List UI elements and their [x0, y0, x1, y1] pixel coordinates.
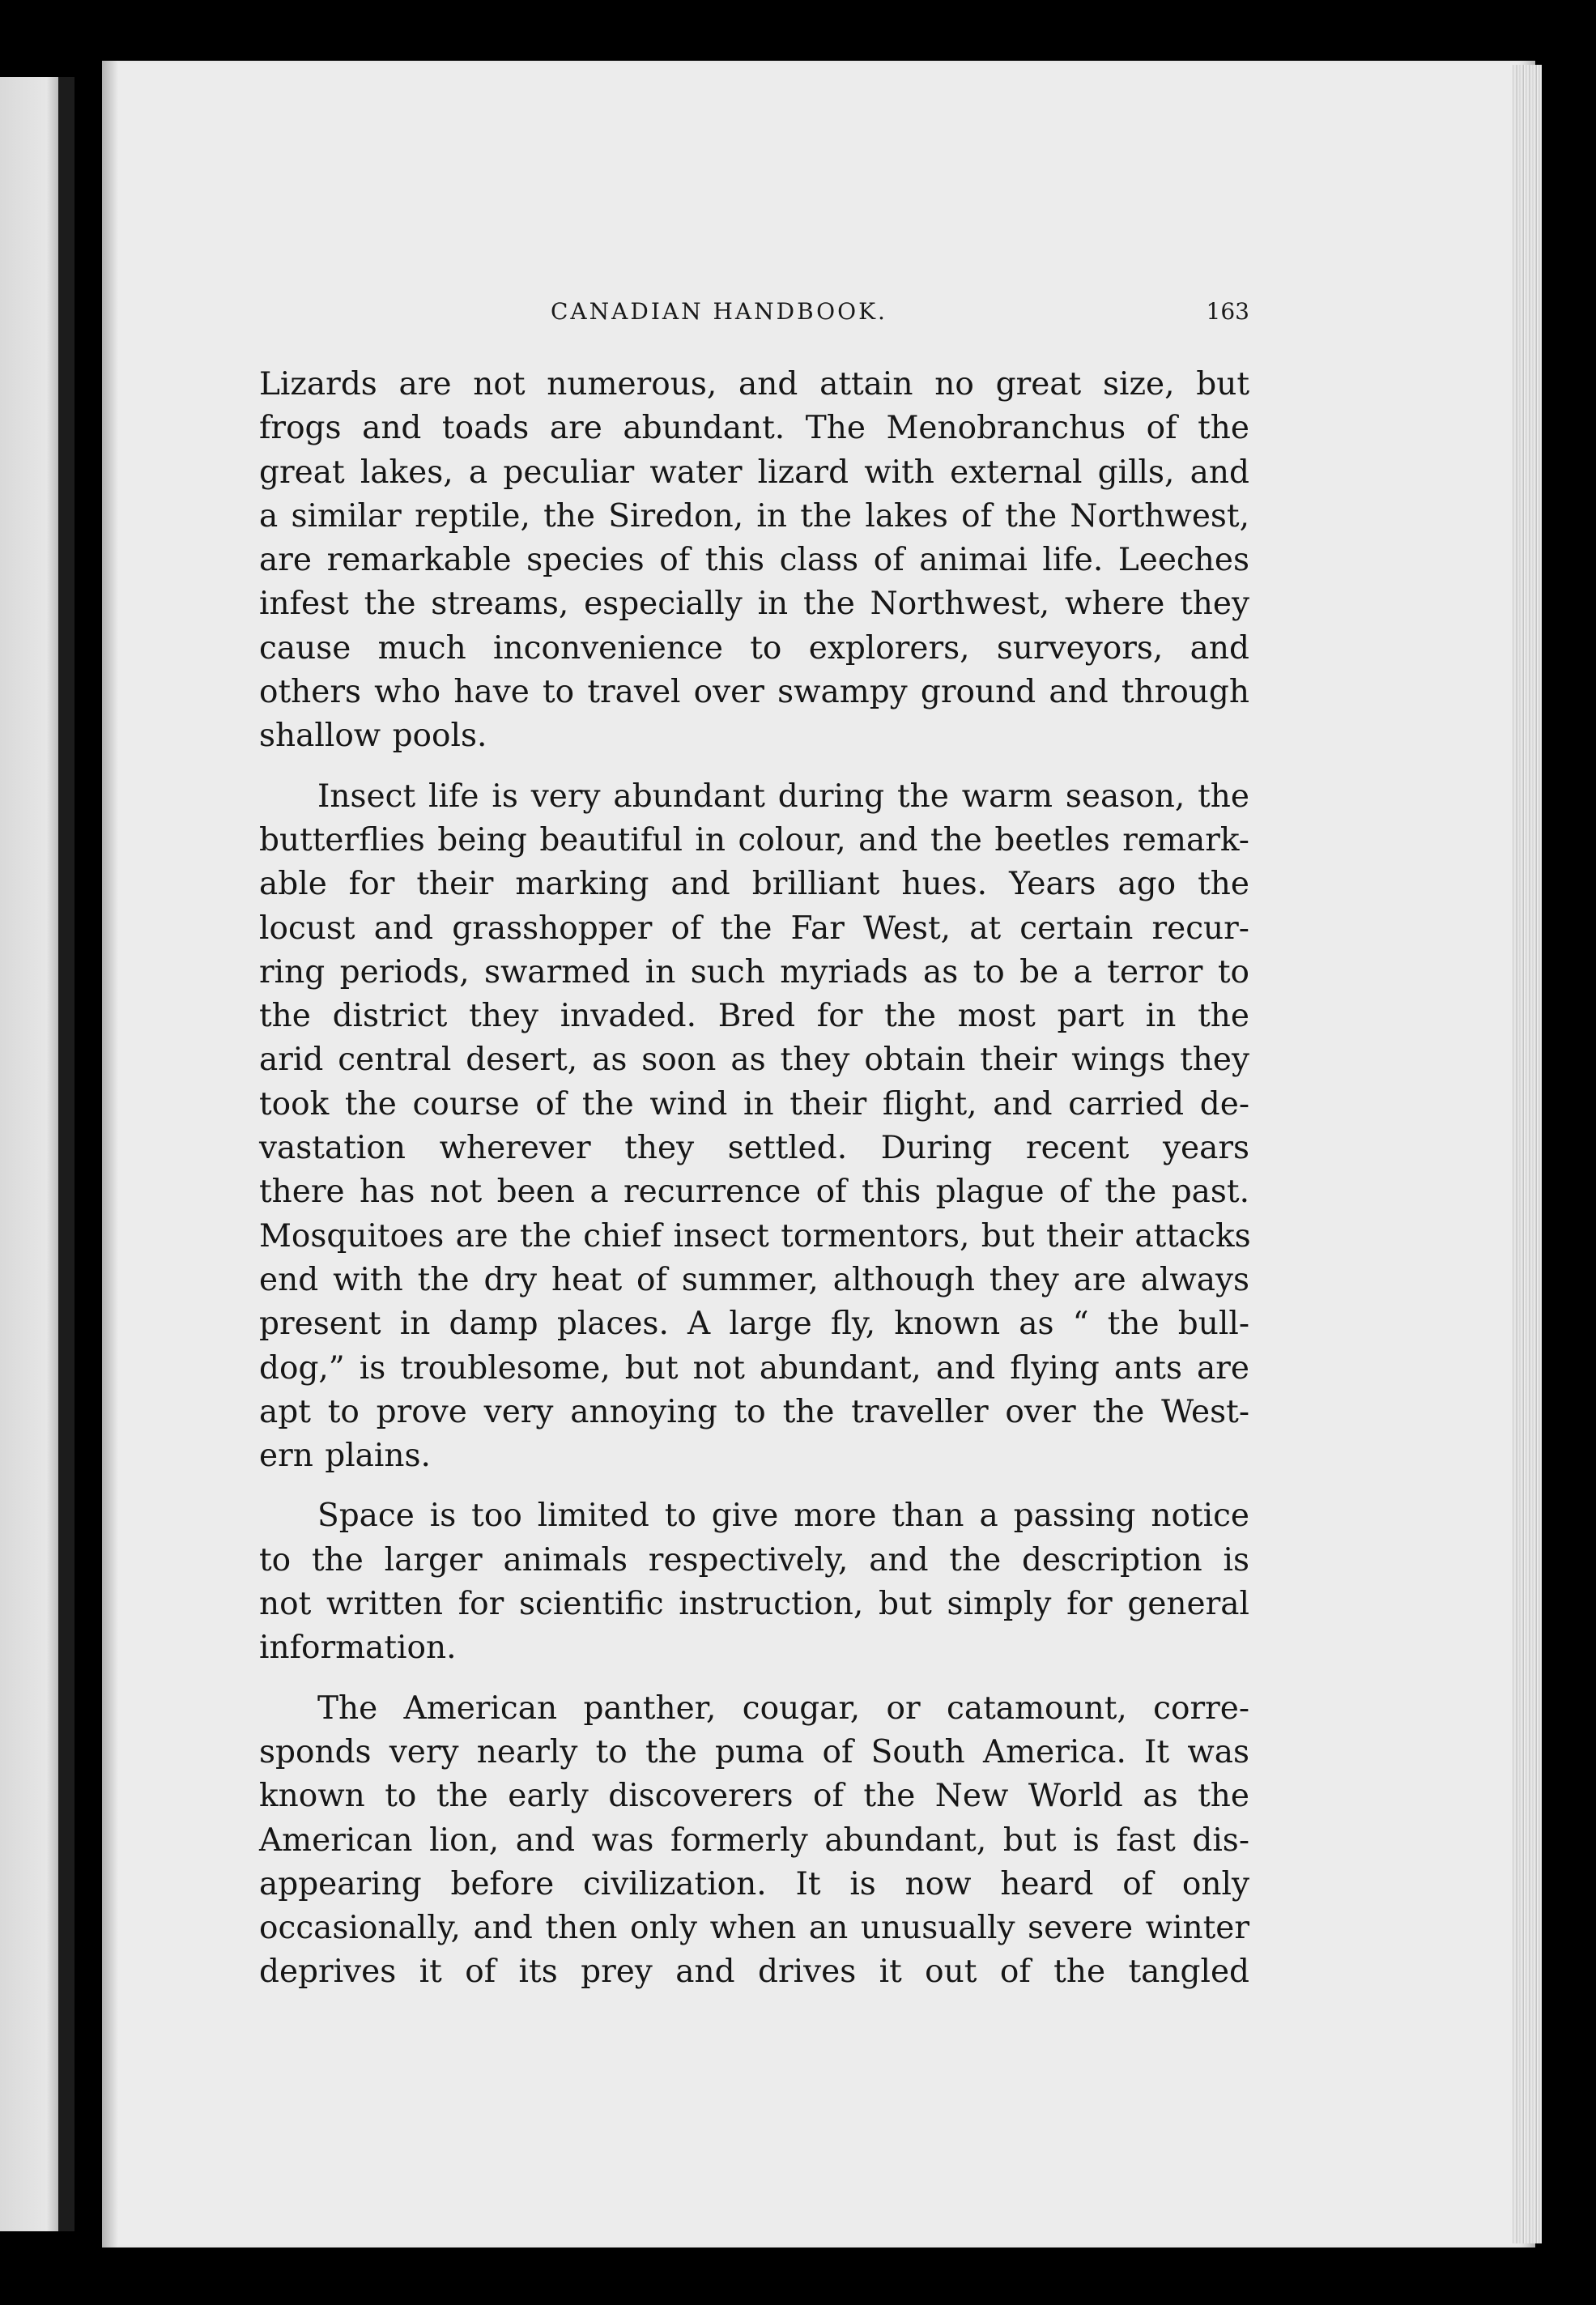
text-line: known to the early discoverers of the New World as the — [259, 1778, 1249, 1815]
running-head — [275, 298, 1249, 330]
text-line: appearing before civilization. It is now heard of only — [259, 1865, 1249, 1902]
text-line: Space is too limited to give more than a passing notice — [317, 1498, 1249, 1535]
text-line: vastation wherever they settled. During recent years — [259, 1130, 1249, 1167]
text-line: ring periods, swarmed in such myriads as to be a terror to — [259, 953, 1249, 991]
body-text — [259, 363, 1249, 1995]
text-line: present in damp places. A large fly, known as “ the bull- — [259, 1306, 1249, 1343]
text-line: locust and grasshopper of the Far West, at certain recur- — [259, 910, 1249, 947]
page-number: 163 — [1206, 298, 1249, 325]
text-line: took the course of the wind in their flight, and carried de- — [259, 1085, 1249, 1123]
text-line: great lakes, a peculiar water lizard with external gills, and — [259, 454, 1249, 491]
text-line: shallow pools. — [259, 718, 487, 755]
text-line: end with the dry heat of summer, although they are always — [259, 1261, 1249, 1298]
paragraph-reptiles — [259, 363, 1249, 759]
text-line: to the larger animals respectively, and the description is — [259, 1541, 1249, 1579]
text-line: ern plains. — [259, 1438, 431, 1475]
text-line: able for their marking and brilliant hues. Years ago the — [259, 866, 1249, 903]
text-line: not written for scientific instruction, but simply for general — [259, 1586, 1249, 1623]
text-line: infest the streams, especially in the Northwest, where they — [259, 586, 1249, 623]
text-line: Insect life is very abundant during the warm season, the — [317, 778, 1249, 815]
text-line: deprives it of its prey and drives it out of the tangled — [259, 1953, 1249, 1991]
text-line: others who have to travel over swampy ground and through — [259, 674, 1249, 711]
text-line: butterflies being beautiful in colour, and the beetles remark- — [259, 821, 1249, 859]
text-line: there has not been a recurrence of this plague of the past. — [259, 1174, 1249, 1211]
text-line: occasionally, and then only when an unusually severe winter — [259, 1910, 1249, 1947]
previous-page-edge — [0, 77, 74, 2231]
text-line: are remarkable species of this class of animai life. Leeches — [259, 542, 1249, 579]
text-line: The American panther, cougar, or catamount, corre- — [317, 1689, 1249, 1727]
page-stack-edge — [1511, 65, 1542, 2243]
paragraph-insects — [259, 775, 1249, 1479]
text-line: apt to prove very annoying to the traveller over the West- — [259, 1393, 1249, 1430]
paragraph-space-note — [259, 1494, 1249, 1670]
paragraph-panther — [259, 1687, 1249, 1995]
text-line: dog,” is troublesome, but not abundant, and flying ants are — [259, 1349, 1249, 1387]
text-line: Lizards are not numerous, and attain no great size, but — [259, 366, 1249, 403]
text-line: sponds very nearly to the puma of South America. It was — [259, 1733, 1249, 1770]
text-line: American lion, and was formerly abundant, but is fast dis- — [259, 1821, 1249, 1859]
running-head-title: CANADIAN HANDBOOK. — [551, 298, 887, 325]
text-line: a similar reptile, the Siredon, in the lakes of the Northwest, — [259, 497, 1249, 535]
text-line: cause much inconvenience to explorers, surveyors, and — [259, 629, 1249, 667]
text-line: arid central desert, as soon as they obtain their wings they — [259, 1042, 1249, 1079]
text-line: frogs and toads are abundant. The Menobranchus of the — [259, 410, 1249, 447]
text-line: Mosquitoes are the chief insect tormentors, but their attacks — [259, 1217, 1251, 1255]
text-line: the district they invaded. Bred for the most part in the — [259, 998, 1249, 1035]
text-line: information. — [259, 1630, 457, 1667]
